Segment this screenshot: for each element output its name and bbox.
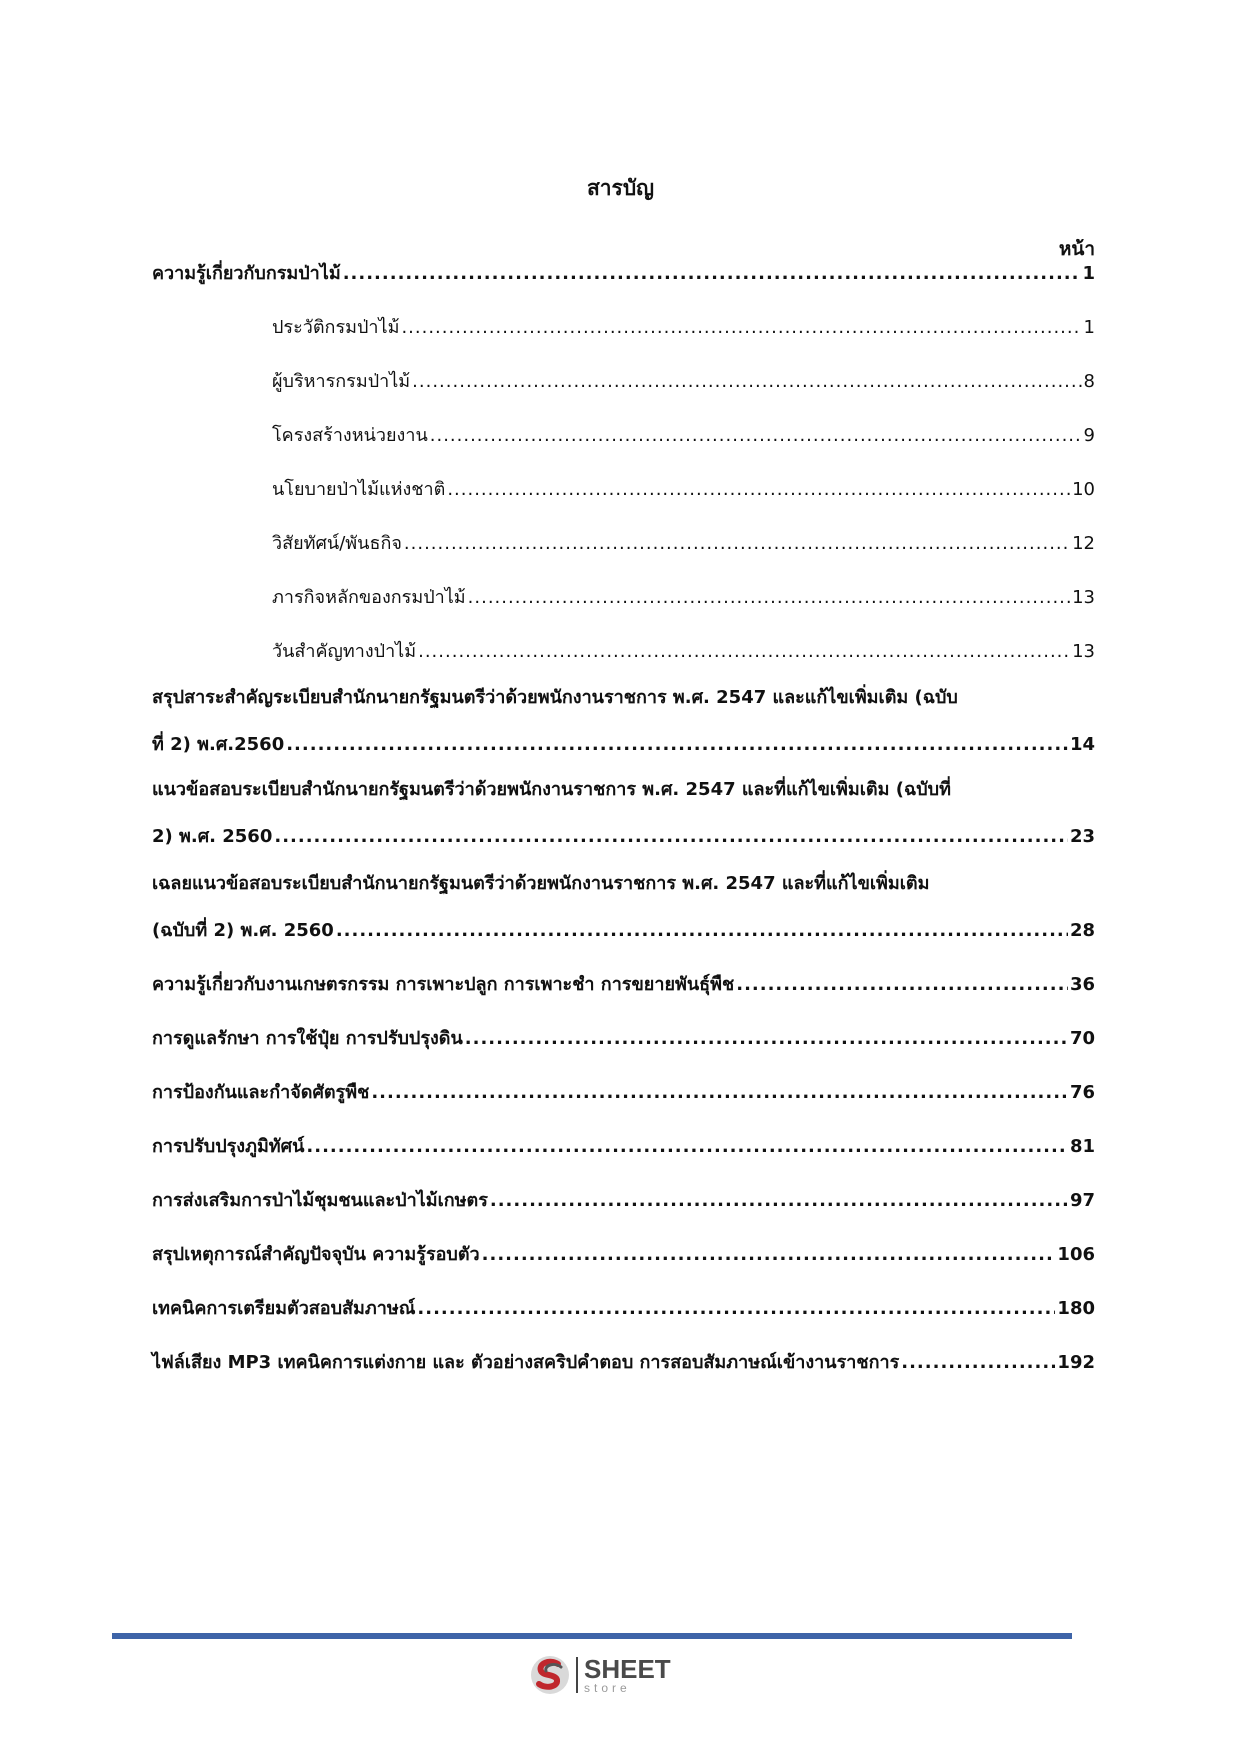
toc-leader-dots <box>418 640 1070 664</box>
toc-leader-dots <box>736 973 1068 997</box>
toc-entry-title: นโยบายป่าไม้แห่งชาติ <box>272 479 446 500</box>
toc-entry-title: ประวัติกรมป่าไม้ <box>272 317 400 338</box>
toc-entry[interactable] <box>152 1243 1095 1267</box>
toc-entry-title: เทคนิคการเตรียมตัวสอบสัมภาษณ์ <box>152 1298 416 1319</box>
toc-entry-line: เฉลยแนวข้อสอบระเบียบสำนักนายกรัฐมนตรีว่าด้วยพนักงานราชการ พ.ศ. 2547 และที่แก้ไขเพิ่มเติม <box>152 873 930 894</box>
logo-word: SHEET <box>584 1654 671 1684</box>
toc-page-number: 106 <box>1057 1244 1095 1265</box>
toc-leader-dots <box>901 1351 1055 1375</box>
toc-page-number: 1 <box>1082 263 1095 284</box>
toc-entry-title: ผู้บริหารกรมป่าไม้ <box>272 371 411 392</box>
toc-page-number: 180 <box>1057 1298 1095 1319</box>
toc-entry[interactable] <box>152 919 1095 943</box>
toc-entry-title: การส่งเสริมการป่าไม้ชุมชนและป่าไม้เกษตร <box>152 1190 488 1211</box>
toc-page-number: 36 <box>1069 974 1095 995</box>
toc-entry-title: ที่ 2) พ.ศ.2560 <box>152 734 285 755</box>
toc-entry[interactable] <box>272 532 1095 556</box>
toc-page-number: 13 <box>1072 641 1095 662</box>
toc-entry-line: แนวข้อสอบระเบียบสำนักนายกรัฐมนตรีว่าด้วยพนักงานราชการ พ.ศ. 2547 และที่แก้ไขเพิ่มเติม (ฉบับที่ <box>152 779 951 800</box>
toc-entry-title: ไฟล์เสียง MP3 เทคนิคการแต่งกาย และ ตัวอย่างสคริปคำตอบ การสอบสัมภาษณ์เข้างานราชการ <box>152 1352 900 1373</box>
footer-rule <box>112 1633 1072 1639</box>
toc-leader-dots <box>468 586 1070 610</box>
toc-entry[interactable] <box>272 640 1095 664</box>
toc-leader-dots <box>371 1081 1068 1105</box>
page-title: สารบัญ <box>586 176 655 200</box>
logo-s-icon <box>528 1653 572 1697</box>
toc-entry[interactable] <box>152 733 1095 757</box>
toc-entry-title: ความรู้เกี่ยวกับงานเกษตรกรรม การเพาะปลูก การเพาะชำ การขยายพันธุ์พืช <box>152 974 735 995</box>
toc-leader-dots <box>482 1243 1056 1267</box>
toc-entry[interactable] <box>152 1189 1095 1213</box>
toc-page-number: 23 <box>1069 826 1095 847</box>
toc-page-number: 13 <box>1072 587 1095 608</box>
logo-wordmark <box>584 1656 671 1694</box>
toc-leader-dots <box>412 370 1081 394</box>
toc-entry-title: วันสำคัญทางป่าไม้ <box>272 641 417 662</box>
toc-entry-title: การดูแลรักษา การใช้ปุ๋ย การปรับปรุงดิน <box>152 1028 463 1049</box>
logo-subword: store <box>584 1681 631 1695</box>
toc-entry-title: โครงสร้างหน่วยงาน <box>272 425 428 446</box>
toc-entry[interactable] <box>152 1081 1095 1105</box>
toc-page-number: 97 <box>1069 1190 1095 1211</box>
toc-page-number: 28 <box>1069 920 1095 941</box>
toc-entry[interactable] <box>152 1027 1095 1051</box>
toc-entry-title: วิสัยทัศน์/พันธกิจ <box>272 533 402 554</box>
toc-entry[interactable] <box>152 825 1095 849</box>
toc-leader-dots <box>274 825 1068 849</box>
toc-page-number: 1 <box>1083 317 1095 338</box>
toc-entry-title: สรุปเหตุการณ์สำคัญปัจจุบัน ความรู้รอบตัว <box>152 1244 480 1265</box>
toc-leader-dots <box>401 316 1081 340</box>
toc-page-number: 192 <box>1057 1352 1095 1373</box>
toc-leader-dots <box>430 424 1082 448</box>
toc-entry[interactable] <box>152 973 1095 997</box>
toc-entry-title: ภารกิจหลักของกรมป่าไม้ <box>272 587 466 608</box>
toc-leader-dots <box>286 733 1068 757</box>
toc-entry-title: (ฉบับที่ 2) พ.ศ. 2560 <box>152 920 334 941</box>
toc-entry[interactable] <box>272 424 1095 448</box>
toc-page-number: 76 <box>1069 1082 1095 1103</box>
toc-leader-dots <box>343 262 1081 286</box>
toc-entry[interactable] <box>272 478 1095 502</box>
toc-entry[interactable] <box>152 1135 1095 1159</box>
toc-leader-dots <box>417 1297 1055 1321</box>
toc-page-number: 14 <box>1069 734 1095 755</box>
toc-page-number: 10 <box>1072 479 1095 500</box>
toc-page-number: 81 <box>1069 1136 1095 1157</box>
logo-separator <box>576 1657 578 1693</box>
toc-entry[interactable] <box>272 370 1095 394</box>
toc-entry[interactable] <box>272 316 1095 340</box>
toc-leader-dots <box>490 1189 1068 1213</box>
toc-entry-title: 2) พ.ศ. 2560 <box>152 826 273 847</box>
toc-entry-title: การปรับปรุงภูมิทัศน์ <box>152 1136 305 1157</box>
sheet-store-logo <box>528 1651 688 1699</box>
toc-entry-title: การป้องกันและกำจัดศัตรูพืช <box>152 1082 370 1103</box>
page-column-header: หน้า <box>1058 238 1095 260</box>
toc-entry-title: ความรู้เกี่ยวกับกรมป่าไม้ <box>152 263 341 284</box>
toc-leader-dots <box>447 478 1070 502</box>
toc-entry-line: สรุปสาระสำคัญระเบียบสำนักนายกรัฐมนตรีว่าด้วยพนักงานราชการ พ.ศ. 2547 และแก้ไขเพิ่มเติม (ฉบับ <box>152 687 958 708</box>
toc-page-number: 9 <box>1083 425 1095 446</box>
toc-entry[interactable] <box>152 1297 1095 1321</box>
toc-leader-dots <box>336 919 1068 943</box>
toc-entry[interactable] <box>152 1351 1095 1375</box>
toc-entry[interactable] <box>152 262 1095 286</box>
toc-page-number: 70 <box>1069 1028 1095 1049</box>
toc-leader-dots <box>465 1027 1068 1051</box>
toc-entry[interactable] <box>272 586 1095 610</box>
toc-page-number: 8 <box>1083 371 1095 392</box>
toc-page-number: 12 <box>1072 533 1095 554</box>
toc-leader-dots <box>306 1135 1068 1159</box>
toc-leader-dots <box>404 532 1070 556</box>
